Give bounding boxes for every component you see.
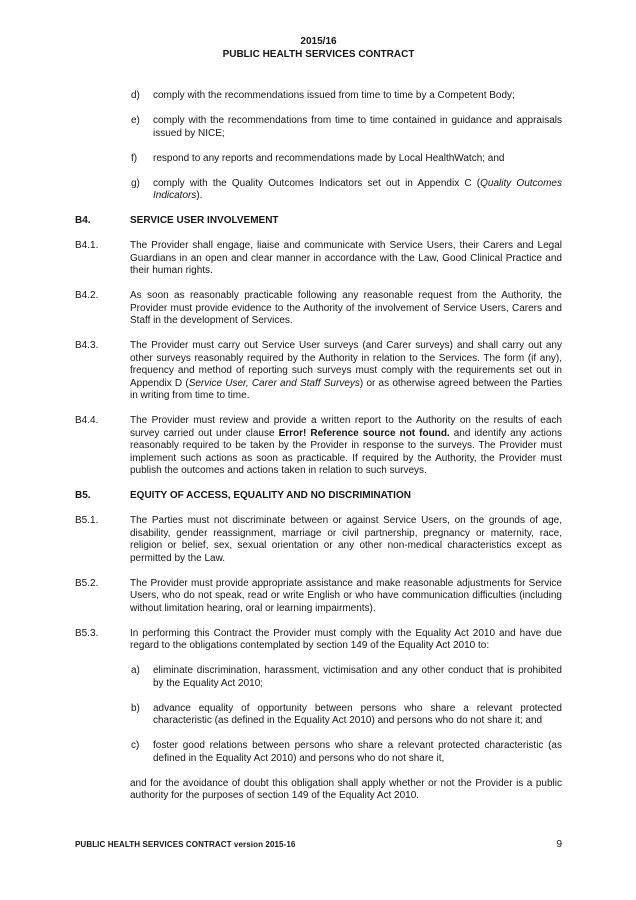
letter-item: [131, 153, 562, 166]
item-label: B5.2.: [75, 577, 99, 589]
paragraph-text: As soon as reasonably practicable following any reasonable request from the Authority, the Provider must provide evidence to the Authority of the involvement of Service Users, Carers and Staff in the development of Services.: [130, 290, 562, 326]
clause-paragraph: [75, 340, 562, 403]
paragraph-text: respond to any reports and recommendations made by Local HealthWatch; and: [153, 152, 505, 164]
section-number: B5.: [75, 490, 91, 501]
paragraph-text: In performing this Contract the Provider must comply with the Equality Act 2010 and have due regard to the obligations contemplated by section 149 of the Equality Act 2010 to:: [130, 627, 562, 651]
item-label: c): [131, 740, 140, 751]
paragraph-text: SERVICE USER INVOLVEMENT: [130, 215, 279, 226]
section-heading: [75, 490, 562, 503]
clause-paragraph: [75, 578, 562, 616]
item-label: d): [131, 90, 140, 101]
item-label: B5.1.: [75, 515, 99, 526]
section-number: B4.: [75, 215, 91, 226]
document-header: [75, 36, 562, 61]
section-heading: [75, 215, 562, 228]
item-label: B4.2.: [75, 290, 99, 301]
paragraph-text: comply with the Quality Outcomes Indicators set out in Appendix C (Quality Outcomes Indicators).: [153, 177, 562, 201]
letter-item: [131, 703, 562, 728]
item-label: f): [131, 152, 138, 164]
paragraph-text: The Provider must review and provide a written report to the Authority on the results of each survey carried out under clause Error! Reference source not found. and identify any actions reasonably required to be taken by the Provider in response to the surveys. The Provider must implement such actions as soon as practicable. If required by the Authority, the Provider must publish the outcomes and actions taken in relation to such surveys.: [130, 415, 563, 476]
paragraph-text: foster good relations between persons who share a relevant protected characteristic (as defined in the Equality Act 2010) and persons who do not share it,: [153, 740, 562, 764]
paragraph-text: EQUITY OF ACCESS, EQUALITY AND NO DISCRIMINATION: [130, 490, 411, 501]
item-label: b): [131, 702, 140, 714]
clause-paragraph: [75, 628, 562, 653]
continuation-paragraph: [130, 778, 562, 803]
paragraph-text: advance equality of opportunity between persons who share a relevant protected characteristic (as defined in the Equality Act 2010) and persons who do not share it; and: [153, 702, 562, 726]
clause-paragraph: [75, 240, 562, 278]
letter-item: [131, 665, 562, 690]
item-label: g): [131, 177, 140, 189]
paragraph-text: eliminate discrimination, harassment, victimisation and any other conduct that is prohibited by the Equality Act 2010;: [153, 665, 562, 689]
clause-paragraph: [75, 515, 562, 565]
footer-page-number: 9: [556, 839, 562, 850]
item-label: e): [131, 115, 140, 126]
item-label: B4.1.: [75, 240, 99, 251]
item-label: B4.3.: [75, 340, 99, 351]
item-label: a): [131, 665, 140, 676]
letter-item: [131, 115, 562, 140]
paragraph-text: comply with the recommendations from time to time contained in guidance and appraisals issued by NICE;: [153, 115, 562, 139]
letter-item: [131, 90, 562, 103]
document-title: PUBLIC HEALTH SERVICES CONTRACT: [222, 48, 415, 60]
paragraph-text: The Provider must provide appropriate assistance and make reasonable adjustments for Service Users, who do not speak, read or write English or who have communication difficulties (including without limitation hearing, oral or learning impairments).: [130, 577, 562, 614]
paragraph-text: and for the avoidance of doubt this obligation shall apply whether or not the Provider is a public authority for the purposes of section 149 of the Equality Act 2010.: [130, 777, 562, 801]
document-body: [75, 90, 562, 803]
paragraph-text: The Provider must carry out Service User surveys (and Carer surveys) and shall carry out any other surveys reasonably required by the Authority in relation to the Services. The form (if any), frequency and method of reporting such surveys must comply with the requirements set out in Appendix D (Service User, Carer and Staff Surveys) or as otherwise agreed between the Parties in writing from time to time.: [130, 340, 562, 401]
item-label: B4.4.: [75, 415, 99, 426]
document-footer: [75, 839, 562, 852]
paragraph-text: comply with the recommendations issued from time to time by a Competent Body;: [153, 90, 515, 101]
clause-paragraph: [75, 415, 562, 478]
footer-version-text: PUBLIC HEALTH SERVICES CONTRACT version 2015-16: [75, 840, 296, 849]
clause-paragraph: [75, 290, 562, 328]
paragraph-text: The Provider shall engage, liaise and communicate with Service Users, their Carers and Legal Guardians in an open and clear manner in accordance with the Law, Good Clinical Practice and their human rights.: [130, 240, 562, 276]
letter-item: [131, 740, 562, 765]
document-year: 2015/16: [300, 36, 337, 47]
item-label: B5.3.: [75, 627, 99, 639]
letter-item: [131, 178, 562, 203]
paragraph-text: The Parties must not discriminate between or against Service Users, on the grounds of age, disability, gender reassignment, marriage or civil partnership, pregnancy or maternity, race, religion or belief, sex, sexual orientation or any other non-medical characteristics except as permitted by the Law.: [130, 515, 562, 564]
